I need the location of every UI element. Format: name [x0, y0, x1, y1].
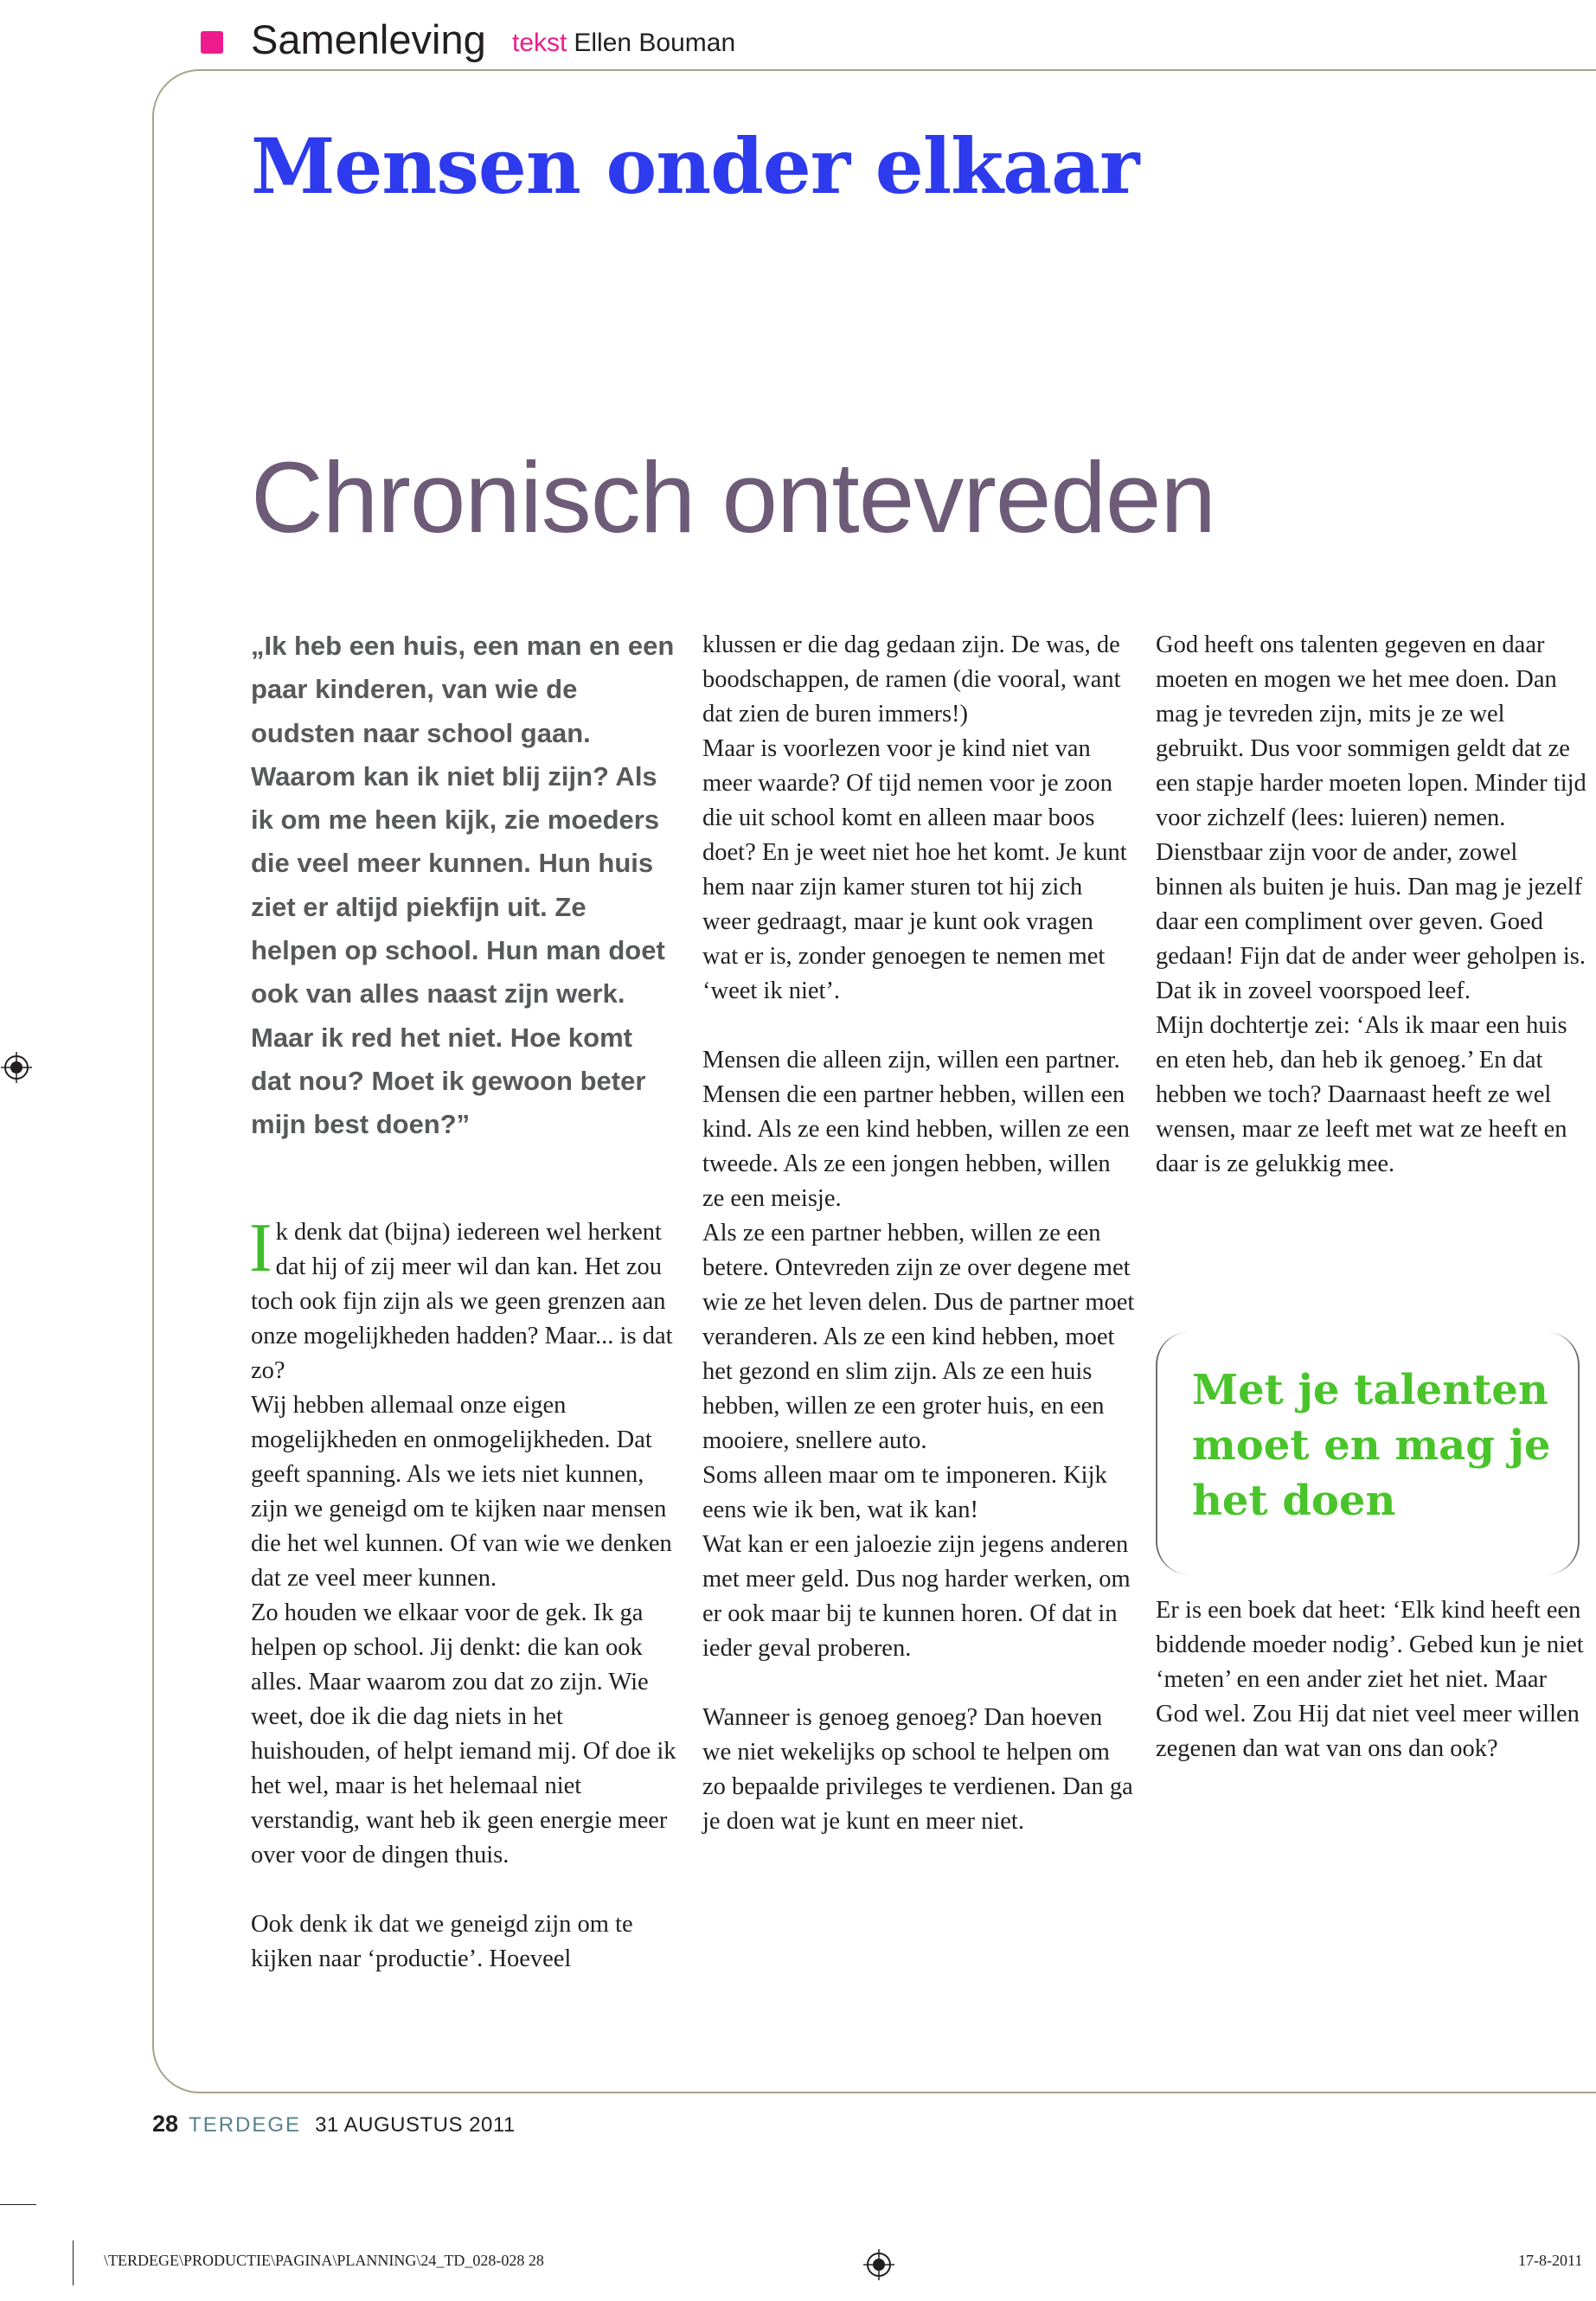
- registration-mark-icon: [1, 1052, 32, 1083]
- print-slug-path: \TERDEGE\PRODUCTIE\PAGINA\PLANNING\24_TD_028-028 28: [104, 2252, 544, 2269]
- paragraph: God heeft ons talenten gegeven en daar moeten en mogen we het mee doen. Dan mag je tevreden zijn, mits je ze wel gebruikt. Dus voor sommigen geldt dat ze een stapje harder moeten lopen. Minder tijd voor zichzelf (lees: luieren) nemen. Dienstbaar zijn voor de ander, zowel binnen als buiten je huis. Dan mag je jezelf daar een compliment over geven. Goed gedaan! Fijn dat de ander weer geholpen is. Dat ik in zoveel voorspoed leef.: [1156, 631, 1586, 1004]
- drop-cap: I: [249, 1210, 272, 1286]
- section-marker: [201, 31, 223, 54]
- body-column-3: [1156, 628, 1588, 1182]
- author-name: Ellen Bouman: [574, 29, 736, 57]
- column-headline: Mensen onder elkaar: [251, 121, 1139, 211]
- paragraph: Ook denk ik dat we geneigd zijn om te kijken naar ‘productie’. Hoeveel: [251, 1911, 633, 1972]
- issue-date: 31 AUGUSTUS 2011: [315, 2113, 516, 2137]
- paragraph: Er is een boek dat heet: ‘Elk kind heeft een biddende moeder nodig’. Gebed kun je niet ‘meten’ en een ander ziet het niet. Maar God wel. Zou Hij dat niet veel meer willen zegenen dan wat van ons dan ook?: [1156, 1597, 1584, 1762]
- byline-label: tekst: [512, 29, 567, 57]
- page-footer: [152, 2111, 516, 2138]
- paragraph: Zo houden we elkaar voor de gek. Ik ga helpen op school. Jij denkt: die kan ook alles. Maar waarom zou dat zo zijn. Wie weet, doe ik die dag niets in het huishouden, of helpt iemand mij. Of doe ik het wel, maar is het helemaal niet verstandig, want heb ik geen energie meer over voor de dingen thuis.: [251, 1599, 676, 1868]
- paragraph: Mensen die alleen zijn, willen een partner. Mensen die een partner hebben, willen een kind. Als ze een kind hebben, willen ze een tweede. Als ze een jongen hebben, willen ze een meisje.: [702, 1047, 1130, 1212]
- print-slug-date: 17-8-2011: [1518, 2252, 1583, 2269]
- paragraph: Wanneer is genoeg genoeg? Dan hoeven we niet wekelijks op school te helpen om zo bepaalde privileges te verdienen. Dan ga je doen wat je kunt en meer niet.: [702, 1704, 1133, 1835]
- pullquote: Met je talenten moet en mag je het doen: [1192, 1366, 1551, 1525]
- paragraph: Maar is voorlezen voor je kind niet van meer waarde? Of tijd nemen voor je zoon die uit school komt en alleen maar boos doet? En je weet niet hoe het komt. Je kunt hem naar zijn kamer sturen tot hij zich weer gedraagt, maar je kunt ook vragen wat er is, zonder genoegen te nemen met ‘weet ik niet’.: [702, 735, 1127, 1004]
- page-number: 28: [152, 2111, 179, 2137]
- body-column-1: [249, 1210, 683, 1977]
- byline: [512, 29, 735, 58]
- paragraph: klussen er die dag gedaan zijn. De was, de boodschappen, de ramen (die vooral, want dat zien de buren immers!): [702, 631, 1121, 727]
- body-column-2: [702, 628, 1135, 1839]
- intro-quote: „Ik heb een huis, een man en een paar kinderen, van wie de oudsten naar school gaan. Waarom kan ik niet blij zijn? Als ik om me heen kijk, zie moeders die veel meer kunnen. Hun huis ziet er altijd piekfijn uit. Ze helpen op school. Hun man doet ook van alles naast zijn werk. Maar ik red het niet. Hoe komt dat nou? Moet ik gewoon beter mijn best doen?”: [251, 631, 675, 1140]
- paragraph: Wat kan er een jaloezie zijn jegens anderen met meer geld. Dus nog harder werken, om er ook maar bij te kunnen horen. Of dat in ieder geval proberen.: [702, 1531, 1131, 1662]
- registration-mark-icon: [863, 2249, 894, 2280]
- crop-mark: [73, 2240, 74, 2285]
- paragraph: Soms alleen maar om te imponeren. Kijk eens wie ik ben, wat ik kan!: [702, 1462, 1107, 1523]
- paragraph: Mijn dochtertje zei: ‘Als ik maar een huis en eten heb, dan heb ik genoeg.’ En dat hebben we toch? Daarnaast heeft ze wel wensen, maar ze leeft met wat ze heeft en daar is ze gelukkig mee.: [1156, 1012, 1567, 1177]
- article-title: Chronisch ontevreden: [251, 441, 1215, 554]
- crop-mark: [0, 2204, 36, 2205]
- section-label: Samenleving: [251, 16, 486, 62]
- paragraph: Wij hebben allemaal onze eigen mogelijkheden en onmogelijkheden. Dat geeft spanning. Als we iets niet kunnen, zijn we geneigd om te kijken naar mensen die het wel kunnen. Of van wie we denken dat ze veel meer kunnen.: [251, 1392, 672, 1592]
- magazine-name: TERDEGE: [189, 2113, 302, 2137]
- paragraph: Als ze een partner hebben, willen ze een betere. Ontevreden zijn ze over degene met wie ze het leven delen. Dus de partner moet veranderen. Als ze een kind hebben, moet het gezond en slim zijn. Als ze een huis hebben, willen ze een groter huis, en een mooiere, snellere auto.: [702, 1220, 1135, 1454]
- paragraph: Ik denk dat (bijna) iedereen wel herkent dat hij of zij meer wil dan kan. Het zou toch ook fijn zijn als we geen grenzen aan onze mogelijkheden hadden? Maar... is dat zo?: [249, 1210, 673, 1384]
- body-column-3-continued: [1156, 1593, 1588, 1766]
